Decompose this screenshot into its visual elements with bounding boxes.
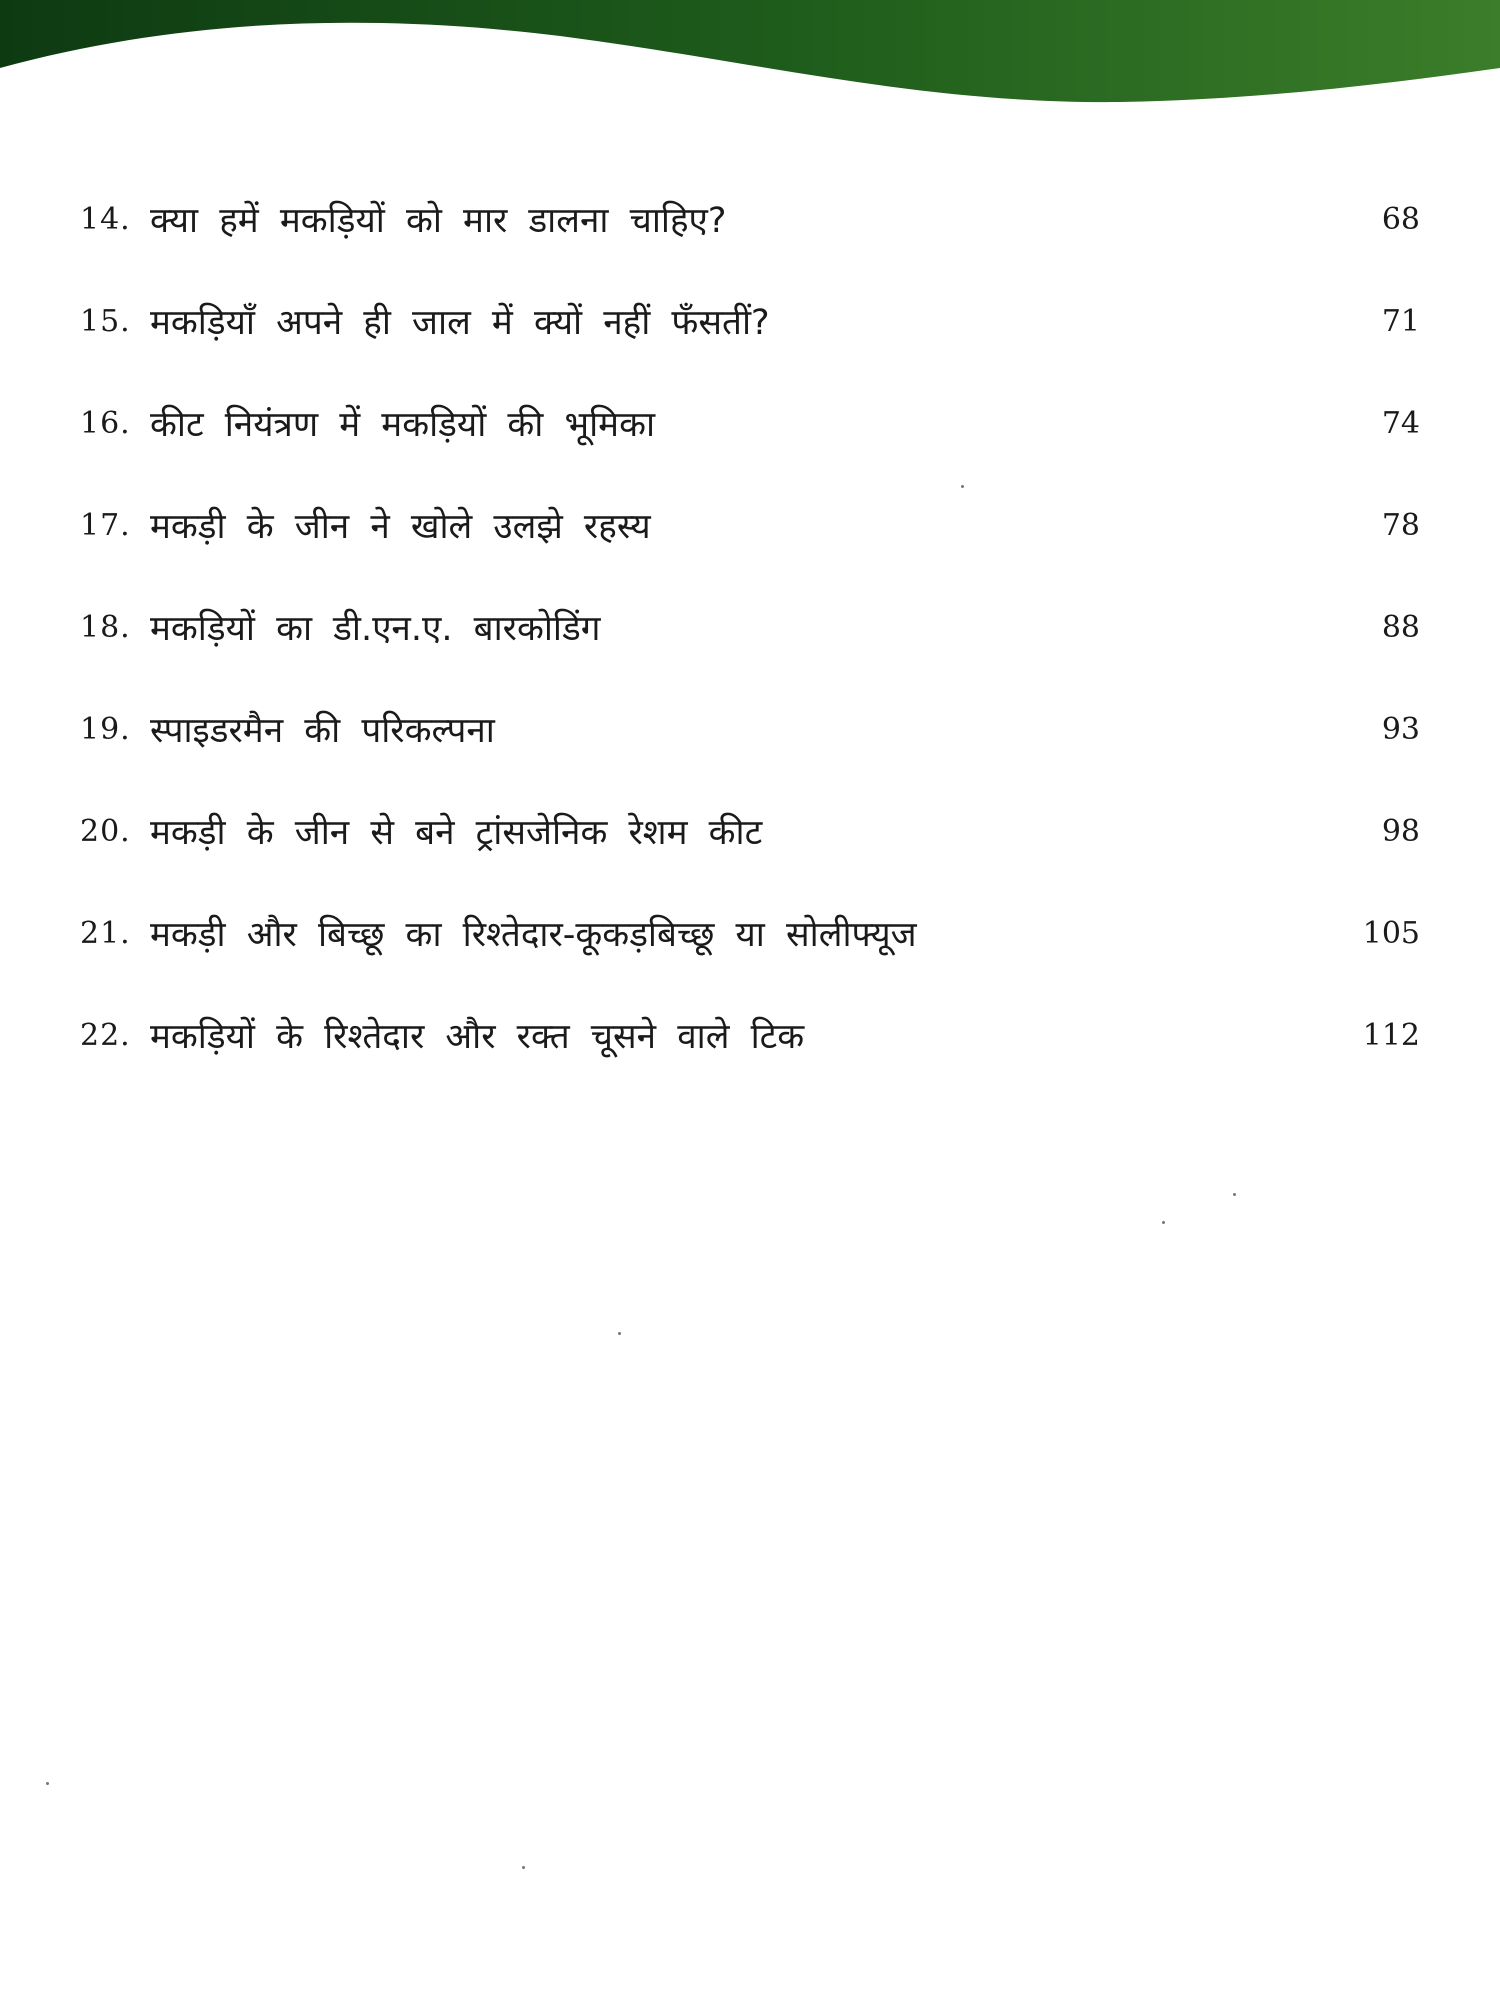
entry-number: 22. bbox=[80, 1017, 131, 1053]
entry-page-number: 68 bbox=[1381, 201, 1420, 237]
entry-title: मकड़ी के जीन से बने ट्रांसजेनिक रेशम कीट bbox=[150, 812, 763, 853]
entry-title: स्पाइडरमैन की परिकल्पना bbox=[150, 710, 495, 751]
toc-entry[interactable] bbox=[80, 984, 1420, 1086]
toc-entry[interactable] bbox=[80, 474, 1420, 576]
entry-number: 21. bbox=[80, 915, 131, 951]
table-of-contents bbox=[80, 168, 1420, 1086]
entry-title: मकड़ियाँ अपने ही जाल में क्यों नहीं फँसतीं? bbox=[150, 302, 770, 343]
entry-title: मकड़ियों के रिश्तेदार और रक्त चूसने वाले टिक bbox=[150, 1016, 805, 1057]
entry-title: मकड़ी के जीन ने खोले उलझे रहस्य bbox=[150, 506, 651, 547]
entry-number: 17. bbox=[80, 507, 131, 543]
entry-number: 20. bbox=[80, 813, 131, 849]
entry-number: 19. bbox=[80, 711, 131, 747]
toc-entry[interactable] bbox=[80, 270, 1420, 372]
entry-number: 14. bbox=[80, 201, 131, 237]
scan-speck bbox=[961, 485, 964, 488]
entry-title: मकड़ियों का डी.एन.ए. बारकोडिंग bbox=[150, 608, 601, 649]
scan-speck bbox=[1233, 1193, 1236, 1196]
green-wave-banner bbox=[0, 0, 1500, 130]
toc-entry[interactable] bbox=[80, 678, 1420, 780]
entry-title: कीट नियंत्रण में मकड़ियों की भूमिका bbox=[150, 404, 656, 445]
scan-speck bbox=[1162, 1221, 1165, 1224]
toc-entry[interactable] bbox=[80, 780, 1420, 882]
toc-entry[interactable] bbox=[80, 882, 1420, 984]
entry-page-number: 98 bbox=[1381, 813, 1420, 849]
scan-speck bbox=[522, 1866, 525, 1869]
entry-number: 18. bbox=[80, 609, 131, 645]
entry-title: मकड़ी और बिच्छू का रिश्तेदार-कूकड़बिच्छू या सोलीफ्यूज bbox=[150, 914, 917, 955]
scan-speck bbox=[46, 1782, 49, 1785]
entry-title: क्या हमें मकड़ियों को मार डालना चाहिए? bbox=[150, 200, 727, 241]
toc-entry[interactable] bbox=[80, 576, 1420, 678]
entry-number: 15. bbox=[80, 303, 131, 339]
entry-page-number: 93 bbox=[1381, 711, 1420, 747]
toc-entry[interactable] bbox=[80, 168, 1420, 270]
entry-page-number: 105 bbox=[1362, 915, 1420, 951]
entry-page-number: 71 bbox=[1381, 303, 1420, 339]
entry-page-number: 112 bbox=[1362, 1017, 1420, 1053]
entry-page-number: 88 bbox=[1381, 609, 1420, 645]
toc-entry[interactable] bbox=[80, 372, 1420, 474]
entry-page-number: 78 bbox=[1381, 507, 1420, 543]
scan-speck bbox=[618, 1332, 621, 1335]
entry-page-number: 74 bbox=[1381, 405, 1420, 441]
entry-number: 16. bbox=[80, 405, 131, 441]
